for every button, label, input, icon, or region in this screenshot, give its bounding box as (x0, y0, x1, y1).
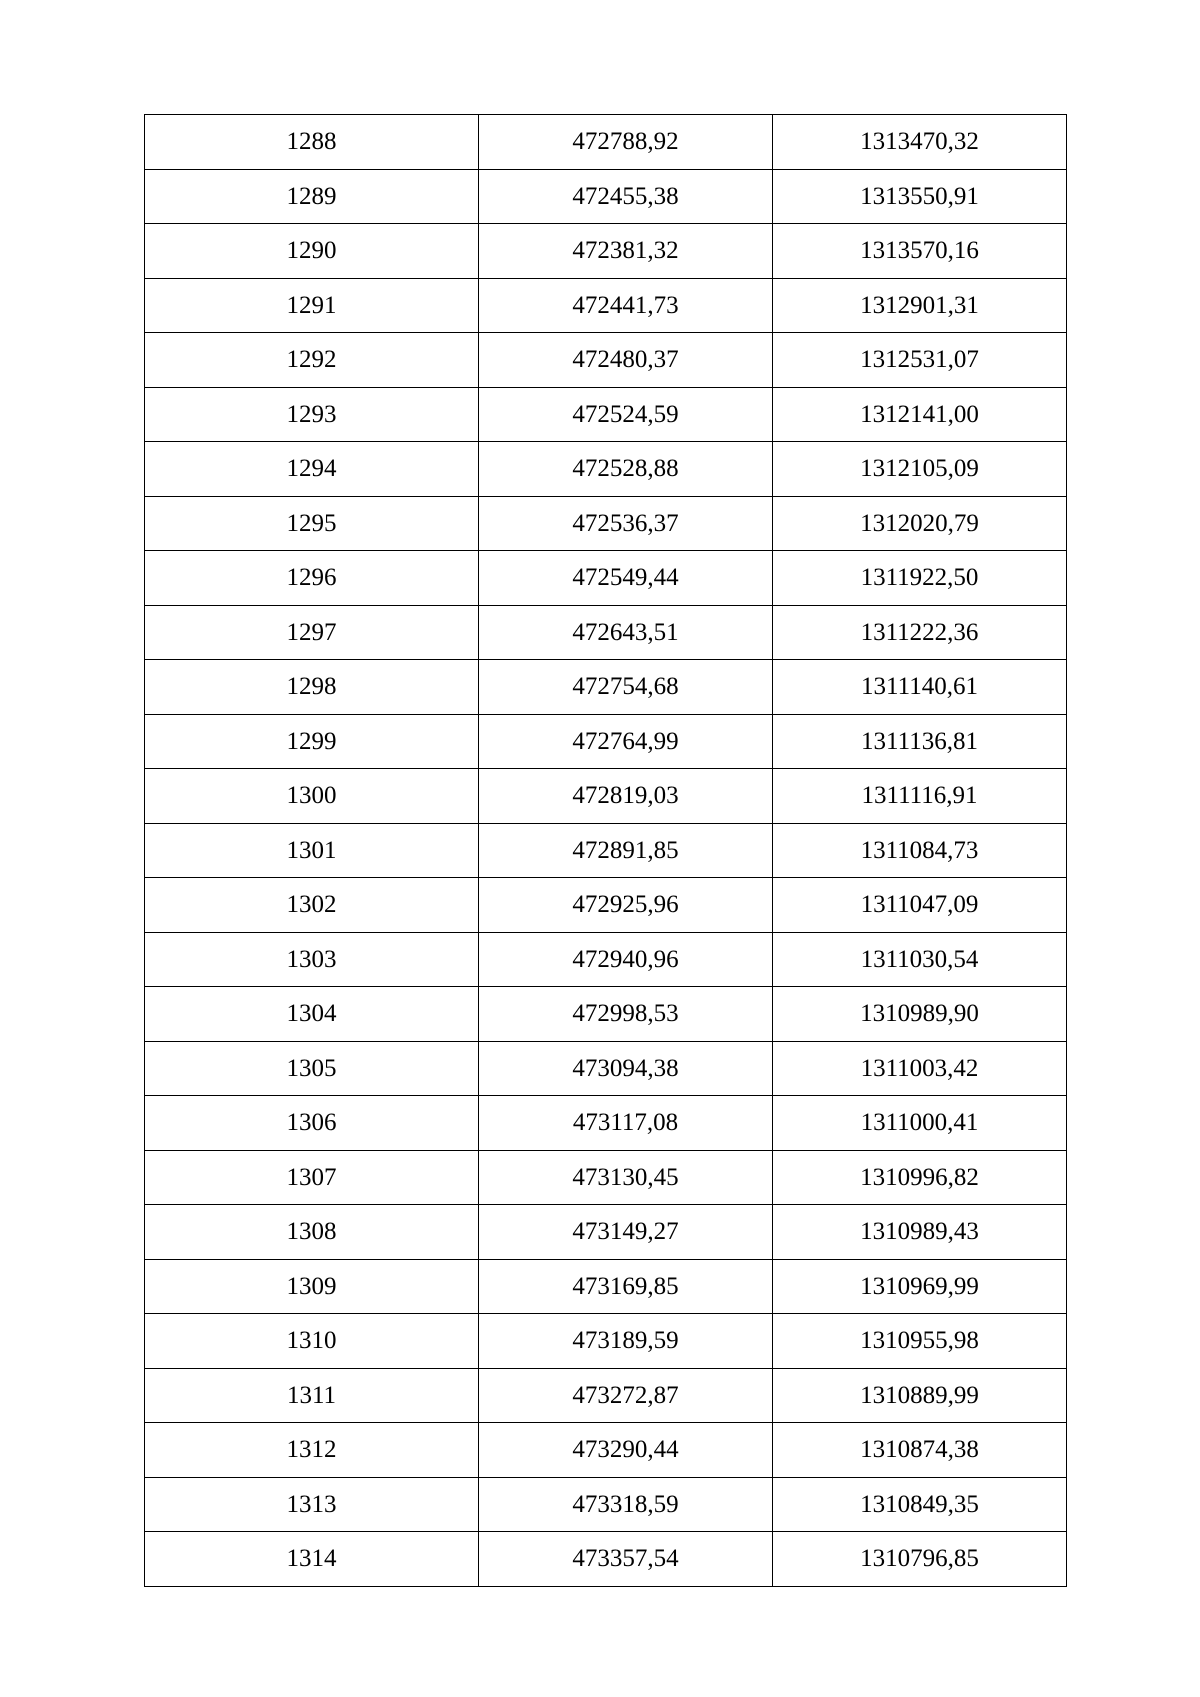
x-coordinate-cell: 472925,96 (479, 878, 773, 933)
y-coordinate-cell: 1311140,61 (773, 660, 1067, 715)
y-coordinate-cell: 1310989,43 (773, 1205, 1067, 1260)
x-coordinate-cell: 472536,37 (479, 496, 773, 551)
point-number-cell: 1288 (145, 115, 479, 170)
table-row (145, 605, 1067, 660)
x-coordinate-cell: 472441,73 (479, 278, 773, 333)
point-number-cell: 1293 (145, 387, 479, 442)
y-coordinate-cell: 1310849,35 (773, 1477, 1067, 1532)
y-coordinate-cell: 1313570,16 (773, 224, 1067, 279)
table-row (145, 1259, 1067, 1314)
y-coordinate-cell: 1312531,07 (773, 333, 1067, 388)
point-number-cell: 1291 (145, 278, 479, 333)
point-number-cell: 1301 (145, 823, 479, 878)
y-coordinate-cell: 1311116,91 (773, 769, 1067, 824)
point-number-cell: 1311 (145, 1368, 479, 1423)
y-coordinate-cell: 1311003,42 (773, 1041, 1067, 1096)
point-number-cell: 1314 (145, 1532, 479, 1587)
point-number-cell: 1298 (145, 660, 479, 715)
point-number-cell: 1310 (145, 1314, 479, 1369)
x-coordinate-cell: 473189,59 (479, 1314, 773, 1369)
table-row (145, 878, 1067, 933)
x-coordinate-cell: 472754,68 (479, 660, 773, 715)
x-coordinate-cell: 473149,27 (479, 1205, 773, 1260)
x-coordinate-cell: 472455,38 (479, 169, 773, 224)
point-number-cell: 1306 (145, 1096, 479, 1151)
y-coordinate-cell: 1310955,98 (773, 1314, 1067, 1369)
point-number-cell: 1299 (145, 714, 479, 769)
table-row (145, 224, 1067, 279)
y-coordinate-cell: 1311084,73 (773, 823, 1067, 878)
table-row (145, 115, 1067, 170)
x-coordinate-cell: 473318,59 (479, 1477, 773, 1532)
x-coordinate-cell: 472381,32 (479, 224, 773, 279)
table-row (145, 1423, 1067, 1478)
table-row (145, 1368, 1067, 1423)
y-coordinate-cell: 1310969,99 (773, 1259, 1067, 1314)
point-number-cell: 1308 (145, 1205, 479, 1260)
y-coordinate-cell: 1310989,90 (773, 987, 1067, 1042)
y-coordinate-cell: 1312141,00 (773, 387, 1067, 442)
table-row (145, 987, 1067, 1042)
x-coordinate-cell: 472764,99 (479, 714, 773, 769)
x-coordinate-cell: 472819,03 (479, 769, 773, 824)
coordinates-table (144, 114, 1067, 1587)
table-row (145, 1041, 1067, 1096)
table-row (145, 1096, 1067, 1151)
table-row (145, 169, 1067, 224)
x-coordinate-cell: 473094,38 (479, 1041, 773, 1096)
point-number-cell: 1290 (145, 224, 479, 279)
table-row (145, 333, 1067, 388)
table-row (145, 769, 1067, 824)
x-coordinate-cell: 473169,85 (479, 1259, 773, 1314)
x-coordinate-cell: 473272,87 (479, 1368, 773, 1423)
point-number-cell: 1289 (145, 169, 479, 224)
y-coordinate-cell: 1310889,99 (773, 1368, 1067, 1423)
table-row (145, 387, 1067, 442)
table-row (145, 660, 1067, 715)
table-row (145, 1314, 1067, 1369)
y-coordinate-cell: 1310874,38 (773, 1423, 1067, 1478)
table-row (145, 1205, 1067, 1260)
table-row (145, 932, 1067, 987)
x-coordinate-cell: 472480,37 (479, 333, 773, 388)
point-number-cell: 1305 (145, 1041, 479, 1096)
point-number-cell: 1296 (145, 551, 479, 606)
y-coordinate-cell: 1310996,82 (773, 1150, 1067, 1205)
point-number-cell: 1309 (145, 1259, 479, 1314)
y-coordinate-cell: 1311030,54 (773, 932, 1067, 987)
y-coordinate-cell: 1312105,09 (773, 442, 1067, 497)
x-coordinate-cell: 472998,53 (479, 987, 773, 1042)
y-coordinate-cell: 1310796,85 (773, 1532, 1067, 1587)
y-coordinate-cell: 1311136,81 (773, 714, 1067, 769)
table-row (145, 823, 1067, 878)
point-number-cell: 1302 (145, 878, 479, 933)
point-number-cell: 1300 (145, 769, 479, 824)
x-coordinate-cell: 473130,45 (479, 1150, 773, 1205)
x-coordinate-cell: 472788,92 (479, 115, 773, 170)
x-coordinate-cell: 472643,51 (479, 605, 773, 660)
y-coordinate-cell: 1312020,79 (773, 496, 1067, 551)
point-number-cell: 1292 (145, 333, 479, 388)
point-number-cell: 1312 (145, 1423, 479, 1478)
point-number-cell: 1307 (145, 1150, 479, 1205)
y-coordinate-cell: 1311922,50 (773, 551, 1067, 606)
y-coordinate-cell: 1311000,41 (773, 1096, 1067, 1151)
table-row (145, 1150, 1067, 1205)
y-coordinate-cell: 1311222,36 (773, 605, 1067, 660)
x-coordinate-cell: 473117,08 (479, 1096, 773, 1151)
x-coordinate-cell: 472891,85 (479, 823, 773, 878)
point-number-cell: 1303 (145, 932, 479, 987)
table-row (145, 278, 1067, 333)
x-coordinate-cell: 473290,44 (479, 1423, 773, 1478)
table-row (145, 714, 1067, 769)
point-number-cell: 1304 (145, 987, 479, 1042)
x-coordinate-cell: 472524,59 (479, 387, 773, 442)
point-number-cell: 1297 (145, 605, 479, 660)
table-row (145, 442, 1067, 497)
point-number-cell: 1313 (145, 1477, 479, 1532)
y-coordinate-cell: 1312901,31 (773, 278, 1067, 333)
x-coordinate-cell: 472549,44 (479, 551, 773, 606)
y-coordinate-cell: 1311047,09 (773, 878, 1067, 933)
point-number-cell: 1295 (145, 496, 479, 551)
x-coordinate-cell: 472528,88 (479, 442, 773, 497)
x-coordinate-cell: 472940,96 (479, 932, 773, 987)
table-row (145, 551, 1067, 606)
table-row (145, 1477, 1067, 1532)
coordinates-table-body (145, 115, 1067, 1587)
x-coordinate-cell: 473357,54 (479, 1532, 773, 1587)
point-number-cell: 1294 (145, 442, 479, 497)
y-coordinate-cell: 1313550,91 (773, 169, 1067, 224)
y-coordinate-cell: 1313470,32 (773, 115, 1067, 170)
table-row (145, 496, 1067, 551)
table-row (145, 1532, 1067, 1587)
